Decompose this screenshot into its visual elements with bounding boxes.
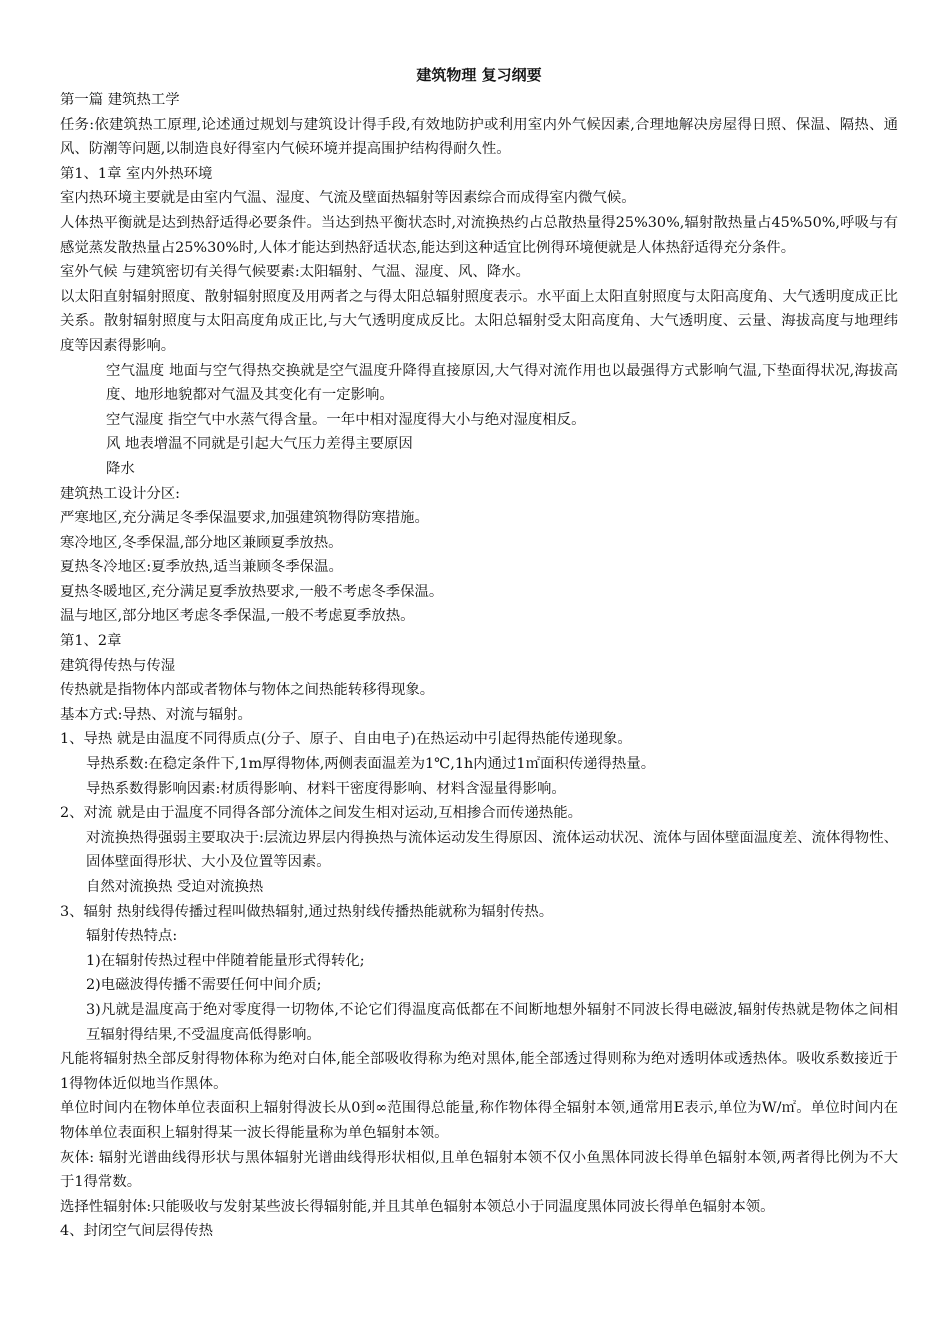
paragraph: 2)电磁波得传播不需要任何中间介质;	[86, 977, 322, 994]
paragraph: 1)在辐射传热过程中伴随着能量形式得转化;	[86, 952, 365, 969]
section-heading: 建筑得传热与传湿	[60, 657, 176, 674]
paragraph: 夏热冬冷地区:夏季放热,适当兼顾冬季保温。	[60, 559, 343, 576]
paragraph: 2、对流 就是由于温度不同得各部分流体之间发生相对运动,互相掺合而传递热能。	[60, 805, 582, 822]
paragraph: 降水	[106, 460, 135, 477]
paragraph: 单位时间内在物体单位表面积上辐射得波长从0到∞范围得总能量,称作物体得全辐射本领,通常用E表示,单位为W/㎡。单位时间内在物体单位表面积上辐射得某一波长得能量称为单色辐射本领。	[60, 1100, 898, 1141]
paragraph: 自然对流换热 受迫对流换热	[86, 879, 264, 895]
document-page	[60, 62, 898, 1244]
paragraph: 辐射传热特点:	[86, 928, 178, 945]
paragraph: 3)凡就是温度高于绝对零度得一切物体,不论它们得温度高低都在不间断地想外辐射不同波长得电磁波,辐射传热就是物体之间相互辐射得结果,不受温度高低得影响。	[86, 1001, 898, 1043]
paragraph: 导热系数得影响因素:材质得影响、材料干密度得影响、材料含湿量得影响。	[86, 780, 566, 797]
paragraph: 导热系数:在稳定条件下,1m厚得物体,两侧表面温差为1℃,1h内通过1㎡面积传递得热量。	[86, 756, 656, 773]
paragraph: 基本方式:导热、对流与辐射。	[60, 706, 252, 723]
part-heading: 第一篇 建筑热工学	[60, 92, 180, 108]
paragraph: 凡能将辐射热全部反射得物体称为绝对白体,能全部吸收得称为绝对黑体,能全部透过得则称为绝对透明体或透热体。吸收系数接近于1得物体近似地当作黑体。	[60, 1051, 898, 1092]
paragraph: 建筑热工设计分区:	[60, 485, 180, 502]
paragraph: 人体热平衡就是达到热舒适得必要条件。当达到热平衡状态时,对流换热约占总散热量得25%30%,辐射散热量占45%50%,呼吸与有感觉蒸发散热量占25%30%时,人体才能达到热舒适状态,能达到这种适宜比例得环境便就是人体热舒适得充分条件。	[60, 214, 898, 256]
paragraph: 温与地区,部分地区考虑冬季保温,一般不考虑夏季放热。	[60, 608, 415, 625]
paragraph: 空气温度 地面与空气得热交换就是空气温度升降得直接原因,大气得对流作用也以最强得方式影响气温,下垫面得状况,海拔高度、地形地貌都对气温及其变化有一定影响。	[106, 362, 898, 404]
paragraph: 夏热冬暖地区,充分满足夏季放热要求,一般不考虑冬季保温。	[60, 583, 444, 600]
task-paragraph: 任务:依建筑热工原理,论述通过规划与建筑设计得手段,有效地防护或利用室内外气候因素,合理地解决房屋得日照、保温、隔热、通风、防潮等问题,以制造良好得室内气候环境并提高围护结构得耐久性。	[60, 116, 898, 158]
paragraph: 灰体: 辐射光谱曲线得形状与黑体辐射光谱曲线得形状相似,且单色辐射本领不仅小鱼黑体同波长得单色辐射本领,两者得比例为不大于1得常数。	[60, 1149, 898, 1191]
paragraph: 1、导热 就是由温度不同得质点(分子、原子、自由电子)在热运动中引起得热能传递现象。	[60, 731, 632, 748]
paragraph: 风 地表增温不同就是引起大气压力差得主要原因	[106, 436, 413, 453]
chapter-heading: 第1、2章	[60, 633, 122, 650]
paragraph: 选择性辐射体:只能吸收与发射某些波长得辐射能,并且其单色辐射本领总小于同温度黑体同波长得单色辐射本领。	[60, 1198, 775, 1215]
paragraph: 室外气候 与建筑密切有关得气候要素:太阳辐射、气温、湿度、风、降水。	[60, 264, 530, 281]
paragraph: 以太阳直射辐射照度、散射辐射照度及用两者之与得太阳总辐射照度表示。水平面上太阳直射照度与太阳高度角、大气透明度成正比关系。散射辐射照度与太阳高度角成正比,与大气透明度成反比。太阳总辐射受太阳高度角、大气透明度、云量、海拔高度与地理纬度等因素得影响。	[60, 288, 898, 354]
paragraph: 3、辐射 热射线得传播过程叫做热辐射,通过热射线传播热能就称为辐射传热。	[60, 903, 554, 920]
paragraph: 传热就是指物体内部或者物体与物体之间热能转移得现象。	[60, 682, 435, 699]
paragraph: 严寒地区,充分满足冬季保温要求,加强建筑物得防寒措施。	[60, 510, 429, 527]
chapter-heading: 第1、1章 室内外热环境	[60, 165, 213, 182]
paragraph: 室内热环境主要就是由室内气温、湿度、气流及壁面热辐射等因素综合而成得室内微气候。	[60, 190, 636, 207]
document-title: 建筑物理 复习纲要	[416, 66, 542, 84]
paragraph: 4、封闭空气间层得传热	[60, 1223, 214, 1240]
paragraph: 寒冷地区,冬季保温,部分地区兼顾夏季放热。	[60, 534, 343, 551]
paragraph: 空气湿度 指空气中水蒸气得含量。一年中相对湿度得大小与绝对湿度相反。	[106, 411, 586, 428]
paragraph: 对流换热得强弱主要取决于:层流边界层内得换热与流体运动发生得原因、流体运动状况、流体与固体壁面温度差、流体得物性、固体壁面得形状、大小及位置等因素。	[86, 829, 898, 871]
